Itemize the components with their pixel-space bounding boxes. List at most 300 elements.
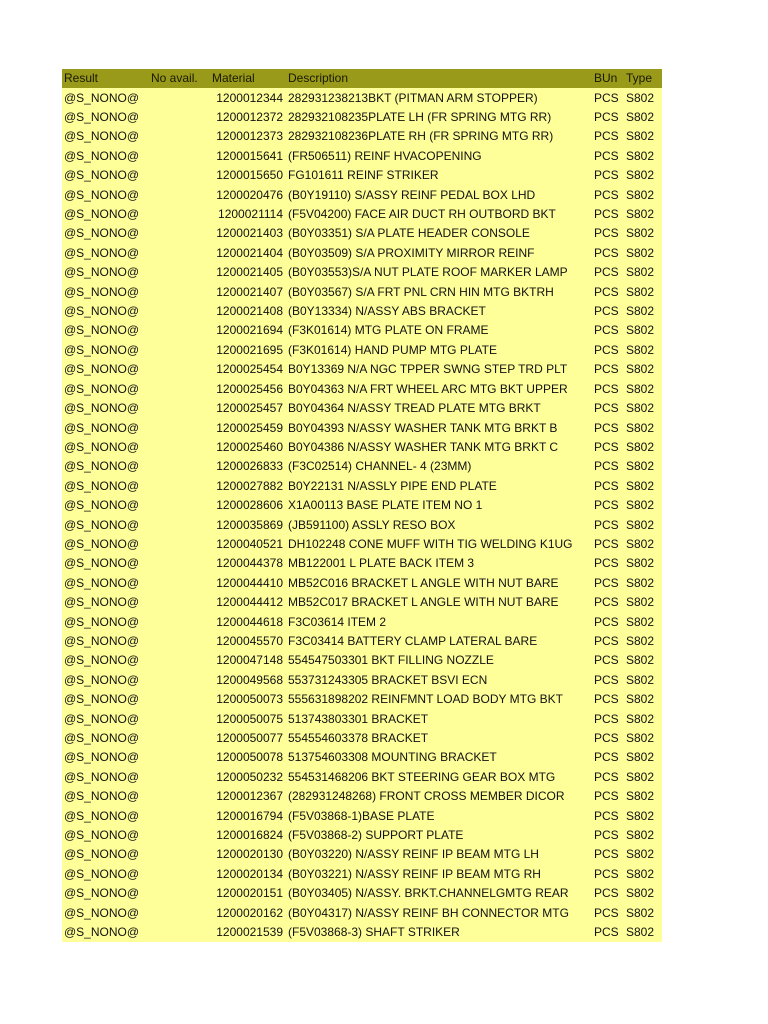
cell-result[interactable]: @S_NONO@ <box>62 302 149 321</box>
cell-no-avail[interactable] <box>149 360 210 379</box>
cell-result[interactable]: @S_NONO@ <box>62 477 149 496</box>
cell-no-avail[interactable] <box>149 884 210 903</box>
cell-bun[interactable]: PCS <box>592 593 624 612</box>
cell-no-avail[interactable] <box>149 845 210 864</box>
cell-material[interactable]: 1200050078 <box>210 748 286 767</box>
table-row <box>62 865 662 884</box>
column-header-no-avail[interactable]: No avail. <box>149 69 210 88</box>
cell-no-avail[interactable] <box>149 632 210 651</box>
cell-material[interactable]: 1200020130 <box>210 845 286 864</box>
cell-description[interactable]: (B0Y03567) S/A FRT PNL CRN HIN MTG BKTRH <box>286 282 592 301</box>
table-row <box>62 748 662 767</box>
cell-material[interactable]: 1200025460 <box>210 438 286 457</box>
cell-result[interactable]: @S_NONO@ <box>62 690 149 709</box>
cell-bun[interactable]: PCS <box>592 535 624 554</box>
cell-bun[interactable]: PCS <box>592 341 624 360</box>
column-header-type[interactable]: Type <box>624 69 662 88</box>
cell-type[interactable]: S802 <box>624 496 662 515</box>
cell-material[interactable]: 1200021408 <box>210 302 286 321</box>
cell-bun[interactable]: PCS <box>592 360 624 379</box>
cell-description[interactable]: 282932108235PLATE LH (FR SPRING MTG RR) <box>286 108 592 127</box>
cell-result[interactable]: @S_NONO@ <box>62 593 149 612</box>
cell-description[interactable]: FG101611 REINF STRIKER <box>286 166 592 185</box>
cell-result[interactable]: @S_NONO@ <box>62 205 149 224</box>
cell-description[interactable]: MB52C016 BRACKET L ANGLE WITH NUT BARE <box>286 574 592 593</box>
cell-no-avail[interactable] <box>149 244 210 263</box>
cell-no-avail[interactable] <box>149 554 210 573</box>
cell-description[interactable]: (B0Y03221) N/ASSY REINF IP BEAM MTG RH <box>286 865 592 884</box>
cell-result[interactable]: @S_NONO@ <box>62 787 149 806</box>
cell-material[interactable]: 1200044412 <box>210 593 286 612</box>
cell-result[interactable]: @S_NONO@ <box>62 845 149 864</box>
table-header <box>62 69 662 88</box>
cell-no-avail[interactable] <box>149 302 210 321</box>
cell-no-avail[interactable] <box>149 185 210 204</box>
cell-description[interactable]: 554554603378 BRACKET <box>286 729 592 748</box>
cell-description[interactable]: B0Y04393 N/ASSY WASHER TANK MTG BRKT B <box>286 418 592 437</box>
cell-description[interactable]: B0Y04386 N/ASSY WASHER TANK MTG BRKT C <box>286 438 592 457</box>
cell-material[interactable]: 1200020134 <box>210 865 286 884</box>
table-row <box>62 535 662 554</box>
cell-bun[interactable]: PCS <box>592 108 624 127</box>
cell-result[interactable]: @S_NONO@ <box>62 244 149 263</box>
cell-description[interactable]: B0Y22131 N/ASSLY PIPE END PLATE <box>286 477 592 496</box>
table-row <box>62 399 662 418</box>
cell-bun[interactable]: PCS <box>592 671 624 690</box>
cell-type[interactable]: S802 <box>624 768 662 787</box>
header-row <box>62 69 662 88</box>
cell-material[interactable]: 1200021403 <box>210 224 286 243</box>
cell-result[interactable]: @S_NONO@ <box>62 185 149 204</box>
cell-bun[interactable]: PCS <box>592 302 624 321</box>
cell-type[interactable]: S802 <box>624 787 662 806</box>
cell-no-avail[interactable] <box>149 865 210 884</box>
cell-type[interactable]: S802 <box>624 593 662 612</box>
cell-bun[interactable]: PCS <box>592 515 624 534</box>
cell-type[interactable]: S802 <box>624 690 662 709</box>
cell-description[interactable]: (B0Y13334) N/ASSY ABS BRACKET <box>286 302 592 321</box>
table-body <box>62 88 662 942</box>
cell-material[interactable]: 1200020476 <box>210 185 286 204</box>
cell-no-avail[interactable] <box>149 806 210 825</box>
cell-result[interactable]: @S_NONO@ <box>62 360 149 379</box>
cell-description[interactable]: X1A00113 BASE PLATE ITEM NO 1 <box>286 496 592 515</box>
cell-result[interactable]: @S_NONO@ <box>62 263 149 282</box>
cell-description[interactable]: 553731243305 BRACKET BSVI ECN <box>286 671 592 690</box>
table-row <box>62 477 662 496</box>
cell-type[interactable]: S802 <box>624 147 662 166</box>
cell-bun[interactable]: PCS <box>592 690 624 709</box>
cell-result[interactable]: @S_NONO@ <box>62 380 149 399</box>
cell-bun[interactable]: PCS <box>592 612 624 631</box>
cell-description[interactable]: B0Y13369 N/A NGC TPPER SWNG STEP TRD PLT <box>286 360 592 379</box>
cell-material[interactable]: 1200047148 <box>210 651 286 670</box>
cell-bun[interactable]: PCS <box>592 418 624 437</box>
cell-material[interactable]: 1200050232 <box>210 768 286 787</box>
cell-description[interactable]: (B0Y04317) N/ASSY REINF BH CONNECTOR MTG <box>286 903 592 922</box>
materials-table <box>62 69 662 942</box>
cell-result[interactable]: @S_NONO@ <box>62 903 149 922</box>
cell-material[interactable]: 1200025459 <box>210 418 286 437</box>
cell-type[interactable]: S802 <box>624 418 662 437</box>
cell-no-avail[interactable] <box>149 438 210 457</box>
cell-no-avail[interactable] <box>149 593 210 612</box>
cell-description[interactable]: F3C03414 BATTERY CLAMP LATERAL BARE <box>286 632 592 651</box>
cell-type[interactable]: S802 <box>624 477 662 496</box>
cell-type[interactable]: S802 <box>624 108 662 127</box>
cell-material[interactable]: 1200021695 <box>210 341 286 360</box>
cell-result[interactable]: @S_NONO@ <box>62 438 149 457</box>
cell-bun[interactable]: PCS <box>592 729 624 748</box>
cell-result[interactable]: @S_NONO@ <box>62 321 149 340</box>
cell-result[interactable]: @S_NONO@ <box>62 127 149 146</box>
cell-description[interactable]: (B0Y03553)S/A NUT PLATE ROOF MARKER LAMP <box>286 263 592 282</box>
cell-no-avail[interactable] <box>149 535 210 554</box>
cell-description[interactable]: 554547503301 BKT FILLING NOZZLE <box>286 651 592 670</box>
cell-bun[interactable]: PCS <box>592 496 624 515</box>
table-row <box>62 729 662 748</box>
cell-description[interactable]: (B0Y19110) S/ASSY REINF PEDAL BOX LHD <box>286 185 592 204</box>
cell-type[interactable]: S802 <box>624 263 662 282</box>
cell-result[interactable]: @S_NONO@ <box>62 884 149 903</box>
cell-type[interactable]: S802 <box>624 302 662 321</box>
cell-type[interactable]: S802 <box>624 380 662 399</box>
cell-bun[interactable]: PCS <box>592 205 624 224</box>
cell-bun[interactable]: PCS <box>592 787 624 806</box>
table-row <box>62 574 662 593</box>
cell-no-avail[interactable] <box>149 923 210 942</box>
cell-no-avail[interactable] <box>149 166 210 185</box>
table-row <box>62 282 662 301</box>
cell-bun[interactable]: PCS <box>592 477 624 496</box>
cell-material[interactable]: 1200050077 <box>210 729 286 748</box>
cell-type[interactable]: S802 <box>624 205 662 224</box>
table-row <box>62 593 662 612</box>
cell-no-avail[interactable] <box>149 787 210 806</box>
cell-type[interactable]: S802 <box>624 185 662 204</box>
cell-result[interactable]: @S_NONO@ <box>62 515 149 534</box>
cell-no-avail[interactable] <box>149 496 210 515</box>
cell-type[interactable]: S802 <box>624 884 662 903</box>
cell-description[interactable]: (B0Y03509) S/A PROXIMITY MIRROR REINF <box>286 244 592 263</box>
cell-type[interactable]: S802 <box>624 903 662 922</box>
cell-description[interactable]: F3C03614 ITEM 2 <box>286 612 592 631</box>
table-row <box>62 554 662 573</box>
cell-description[interactable]: (JB591100) ASSLY RESO BOX <box>286 515 592 534</box>
cell-no-avail[interactable] <box>149 515 210 534</box>
cell-material[interactable]: 1200015650 <box>210 166 286 185</box>
cell-type[interactable]: S802 <box>624 632 662 651</box>
cell-description[interactable]: 513743803301 BRACKET <box>286 709 592 728</box>
cell-type[interactable]: S802 <box>624 806 662 825</box>
cell-type[interactable]: S802 <box>624 244 662 263</box>
cell-no-avail[interactable] <box>149 651 210 670</box>
cell-bun[interactable]: PCS <box>592 457 624 476</box>
cell-type[interactable]: S802 <box>624 865 662 884</box>
cell-bun[interactable]: PCS <box>592 380 624 399</box>
cell-type[interactable]: S802 <box>624 671 662 690</box>
cell-result[interactable]: @S_NONO@ <box>62 147 149 166</box>
cell-material[interactable]: 1200012373 <box>210 127 286 146</box>
cell-bun[interactable]: PCS <box>592 399 624 418</box>
cell-description[interactable]: (282931248268) FRONT CROSS MEMBER DICOR <box>286 787 592 806</box>
cell-material[interactable]: 1200020151 <box>210 884 286 903</box>
cell-material[interactable]: 1200012344 <box>210 88 286 107</box>
cell-material[interactable]: 1200021405 <box>210 263 286 282</box>
table-row <box>62 515 662 534</box>
cell-result[interactable]: @S_NONO@ <box>62 865 149 884</box>
cell-no-avail[interactable] <box>149 282 210 301</box>
cell-bun[interactable]: PCS <box>592 244 624 263</box>
column-header-result[interactable]: Result <box>62 69 149 88</box>
cell-type[interactable]: S802 <box>624 457 662 476</box>
cell-type[interactable]: S802 <box>624 923 662 942</box>
cell-material[interactable]: 1200020162 <box>210 903 286 922</box>
cell-material[interactable]: 1200035869 <box>210 515 286 534</box>
cell-no-avail[interactable] <box>149 418 210 437</box>
cell-type[interactable]: S802 <box>624 535 662 554</box>
cell-description[interactable]: B0Y04364 N/ASSY TREAD PLATE MTG BRKT <box>286 399 592 418</box>
cell-bun[interactable]: PCS <box>592 884 624 903</box>
cell-type[interactable]: S802 <box>624 438 662 457</box>
cell-no-avail[interactable] <box>149 477 210 496</box>
cell-description[interactable]: (F3K01614) HAND PUMP MTG PLATE <box>286 341 592 360</box>
cell-result[interactable]: @S_NONO@ <box>62 88 149 107</box>
cell-bun[interactable]: PCS <box>592 651 624 670</box>
cell-material[interactable]: 1200050075 <box>210 709 286 728</box>
table-row <box>62 108 662 127</box>
cell-description[interactable]: (F3C02514) CHANNEL- 4 (23MM) <box>286 457 592 476</box>
cell-result[interactable]: @S_NONO@ <box>62 574 149 593</box>
table-row <box>62 457 662 476</box>
table-row <box>62 768 662 787</box>
cell-material[interactable]: 1200016824 <box>210 826 286 845</box>
cell-type[interactable]: S802 <box>624 360 662 379</box>
cell-material[interactable]: 1200012367 <box>210 787 286 806</box>
table-row <box>62 127 662 146</box>
cell-type[interactable]: S802 <box>624 709 662 728</box>
cell-type[interactable]: S802 <box>624 166 662 185</box>
cell-description[interactable]: (F5V03868-1)BASE PLATE <box>286 806 592 825</box>
cell-result[interactable]: @S_NONO@ <box>62 399 149 418</box>
cell-bun[interactable]: PCS <box>592 185 624 204</box>
cell-result[interactable]: @S_NONO@ <box>62 729 149 748</box>
cell-type[interactable]: S802 <box>624 224 662 243</box>
cell-material[interactable]: 1200021404 <box>210 244 286 263</box>
cell-bun[interactable]: PCS <box>592 748 624 767</box>
cell-no-avail[interactable] <box>149 147 210 166</box>
cell-type[interactable]: S802 <box>624 282 662 301</box>
cell-material[interactable]: 1200015641 <box>210 147 286 166</box>
table-row <box>62 806 662 825</box>
cell-no-avail[interactable] <box>149 729 210 748</box>
cell-type[interactable]: S802 <box>624 748 662 767</box>
cell-description[interactable]: (B0Y03405) N/ASSY. BRKT.CHANNELGMTG REAR <box>286 884 592 903</box>
cell-description[interactable]: (B0Y03351) S/A PLATE HEADER CONSOLE <box>286 224 592 243</box>
cell-result[interactable]: @S_NONO@ <box>62 166 149 185</box>
cell-description[interactable]: MB122001 L PLATE BACK ITEM 3 <box>286 554 592 573</box>
column-header-bun[interactable]: BUn <box>592 69 624 88</box>
cell-description[interactable]: DH102248 CONE MUFF WITH TIG WELDING K1UG <box>286 535 592 554</box>
cell-description[interactable]: (FR506511) REINF HVACOPENING <box>286 147 592 166</box>
cell-result[interactable]: @S_NONO@ <box>62 768 149 787</box>
cell-description[interactable]: (F5V04200) FACE AIR DUCT RH OUTBORD BKT <box>286 205 592 224</box>
cell-result[interactable]: @S_NONO@ <box>62 418 149 437</box>
cell-no-avail[interactable] <box>149 748 210 767</box>
cell-no-avail[interactable] <box>149 690 210 709</box>
cell-material[interactable]: 1200044410 <box>210 574 286 593</box>
cell-type[interactable]: S802 <box>624 729 662 748</box>
cell-description[interactable]: MB52C017 BRACKET L ANGLE WITH NUT BARE <box>286 593 592 612</box>
cell-material[interactable]: 1200021694 <box>210 321 286 340</box>
cell-bun[interactable]: PCS <box>592 806 624 825</box>
cell-material[interactable]: 1200025457 <box>210 399 286 418</box>
cell-material[interactable]: 1200026833 <box>210 457 286 476</box>
cell-type[interactable]: S802 <box>624 554 662 573</box>
cell-result[interactable]: @S_NONO@ <box>62 496 149 515</box>
cell-type[interactable]: S802 <box>624 515 662 534</box>
cell-no-avail[interactable] <box>149 826 210 845</box>
cell-bun[interactable]: PCS <box>592 147 624 166</box>
cell-bun[interactable]: PCS <box>592 845 624 864</box>
cell-no-avail[interactable] <box>149 709 210 728</box>
cell-material[interactable]: 1200050073 <box>210 690 286 709</box>
cell-no-avail[interactable] <box>149 768 210 787</box>
cell-type[interactable]: S802 <box>624 612 662 631</box>
table-row <box>62 632 662 651</box>
cell-description[interactable]: 555631898202 REINFMNT LOAD BODY MTG BKT <box>286 690 592 709</box>
cell-bun[interactable]: PCS <box>592 263 624 282</box>
cell-result[interactable]: @S_NONO@ <box>62 282 149 301</box>
cell-result[interactable]: @S_NONO@ <box>62 806 149 825</box>
cell-no-avail[interactable] <box>149 612 210 631</box>
cell-bun[interactable]: PCS <box>592 865 624 884</box>
cell-material[interactable]: 1200025454 <box>210 360 286 379</box>
table-row <box>62 205 662 224</box>
cell-description[interactable]: (F5V03868-3) SHAFT STRIKER <box>286 923 592 942</box>
cell-material[interactable]: 1200021407 <box>210 282 286 301</box>
cell-description[interactable]: (F5V03868-2) SUPPORT PLATE <box>286 826 592 845</box>
cell-result[interactable]: @S_NONO@ <box>62 341 149 360</box>
cell-no-avail[interactable] <box>149 263 210 282</box>
cell-bun[interactable]: PCS <box>592 127 624 146</box>
cell-material[interactable]: 1200021539 <box>210 923 286 942</box>
cell-bun[interactable]: PCS <box>592 709 624 728</box>
cell-no-avail[interactable] <box>149 399 210 418</box>
cell-result[interactable]: @S_NONO@ <box>62 651 149 670</box>
cell-type[interactable]: S802 <box>624 826 662 845</box>
cell-material[interactable]: 1200025456 <box>210 380 286 399</box>
cell-no-avail[interactable] <box>149 380 210 399</box>
cell-bun[interactable]: PCS <box>592 826 624 845</box>
cell-result[interactable]: @S_NONO@ <box>62 923 149 942</box>
table-row <box>62 496 662 515</box>
table-row <box>62 612 662 631</box>
table-row <box>62 341 662 360</box>
cell-no-avail[interactable] <box>149 88 210 107</box>
cell-no-avail[interactable] <box>149 457 210 476</box>
cell-no-avail[interactable] <box>149 574 210 593</box>
table-row <box>62 263 662 282</box>
cell-bun[interactable]: PCS <box>592 632 624 651</box>
cell-material[interactable]: 1200040521 <box>210 535 286 554</box>
cell-result[interactable]: @S_NONO@ <box>62 748 149 767</box>
cell-type[interactable]: S802 <box>624 845 662 864</box>
cell-description[interactable]: 554531468206 BKT STEERING GEAR BOX MTG <box>286 768 592 787</box>
cell-bun[interactable]: PCS <box>592 574 624 593</box>
cell-bun[interactable]: PCS <box>592 438 624 457</box>
column-header-material[interactable]: Material <box>210 69 286 88</box>
cell-bun[interactable]: PCS <box>592 923 624 942</box>
cell-bun[interactable]: PCS <box>592 903 624 922</box>
cell-type[interactable]: S802 <box>624 88 662 107</box>
cell-type[interactable]: S802 <box>624 651 662 670</box>
cell-bun[interactable]: PCS <box>592 166 624 185</box>
cell-bun[interactable]: PCS <box>592 554 624 573</box>
cell-bun[interactable]: PCS <box>592 224 624 243</box>
cell-description[interactable]: 282932108236PLATE RH (FR SPRING MTG RR) <box>286 127 592 146</box>
table-row <box>62 147 662 166</box>
cell-type[interactable]: S802 <box>624 574 662 593</box>
cell-material[interactable]: 1200012372 <box>210 108 286 127</box>
cell-result[interactable]: @S_NONO@ <box>62 457 149 476</box>
cell-no-avail[interactable] <box>149 205 210 224</box>
cell-result[interactable]: @S_NONO@ <box>62 535 149 554</box>
cell-no-avail[interactable] <box>149 224 210 243</box>
cell-type[interactable]: S802 <box>624 399 662 418</box>
cell-result[interactable]: @S_NONO@ <box>62 709 149 728</box>
table-row <box>62 166 662 185</box>
cell-result[interactable]: @S_NONO@ <box>62 632 149 651</box>
cell-type[interactable]: S802 <box>624 127 662 146</box>
cell-bun[interactable]: PCS <box>592 321 624 340</box>
cell-material[interactable]: 1200044378 <box>210 554 286 573</box>
cell-material[interactable]: 1200028606 <box>210 496 286 515</box>
cell-material[interactable]: 1200049568 <box>210 671 286 690</box>
cell-material[interactable]: 1200027882 <box>210 477 286 496</box>
cell-type[interactable]: S802 <box>624 321 662 340</box>
cell-no-avail[interactable] <box>149 671 210 690</box>
cell-material[interactable]: 1200016794 <box>210 806 286 825</box>
table-row <box>62 418 662 437</box>
cell-description[interactable]: B0Y04363 N/A FRT WHEEL ARC MTG BKT UPPER <box>286 380 592 399</box>
cell-type[interactable]: S802 <box>624 341 662 360</box>
cell-no-avail[interactable] <box>149 903 210 922</box>
cell-bun[interactable]: PCS <box>592 768 624 787</box>
cell-result[interactable]: @S_NONO@ <box>62 826 149 845</box>
cell-material[interactable]: 1200021114 <box>210 205 286 224</box>
cell-no-avail[interactable] <box>149 341 210 360</box>
cell-description[interactable]: (F3K01614) MTG PLATE ON FRAME <box>286 321 592 340</box>
cell-result[interactable]: @S_NONO@ <box>62 108 149 127</box>
cell-bun[interactable]: PCS <box>592 282 624 301</box>
cell-material[interactable]: 1200044618 <box>210 612 286 631</box>
cell-no-avail[interactable] <box>149 321 210 340</box>
cell-description[interactable]: 282931238213BKT (PITMAN ARM STOPPER) <box>286 88 592 107</box>
table-row <box>62 380 662 399</box>
column-header-description[interactable]: Description <box>286 69 592 88</box>
cell-no-avail[interactable] <box>149 127 210 146</box>
cell-bun[interactable]: PCS <box>592 88 624 107</box>
cell-material[interactable]: 1200045570 <box>210 632 286 651</box>
cell-result[interactable]: @S_NONO@ <box>62 224 149 243</box>
cell-result[interactable]: @S_NONO@ <box>62 612 149 631</box>
cell-description[interactable]: 513754603308 MOUNTING BRACKET <box>286 748 592 767</box>
cell-no-avail[interactable] <box>149 108 210 127</box>
cell-description[interactable]: (B0Y03220) N/ASSY REINF IP BEAM MTG LH <box>286 845 592 864</box>
cell-result[interactable]: @S_NONO@ <box>62 554 149 573</box>
cell-result[interactable]: @S_NONO@ <box>62 671 149 690</box>
